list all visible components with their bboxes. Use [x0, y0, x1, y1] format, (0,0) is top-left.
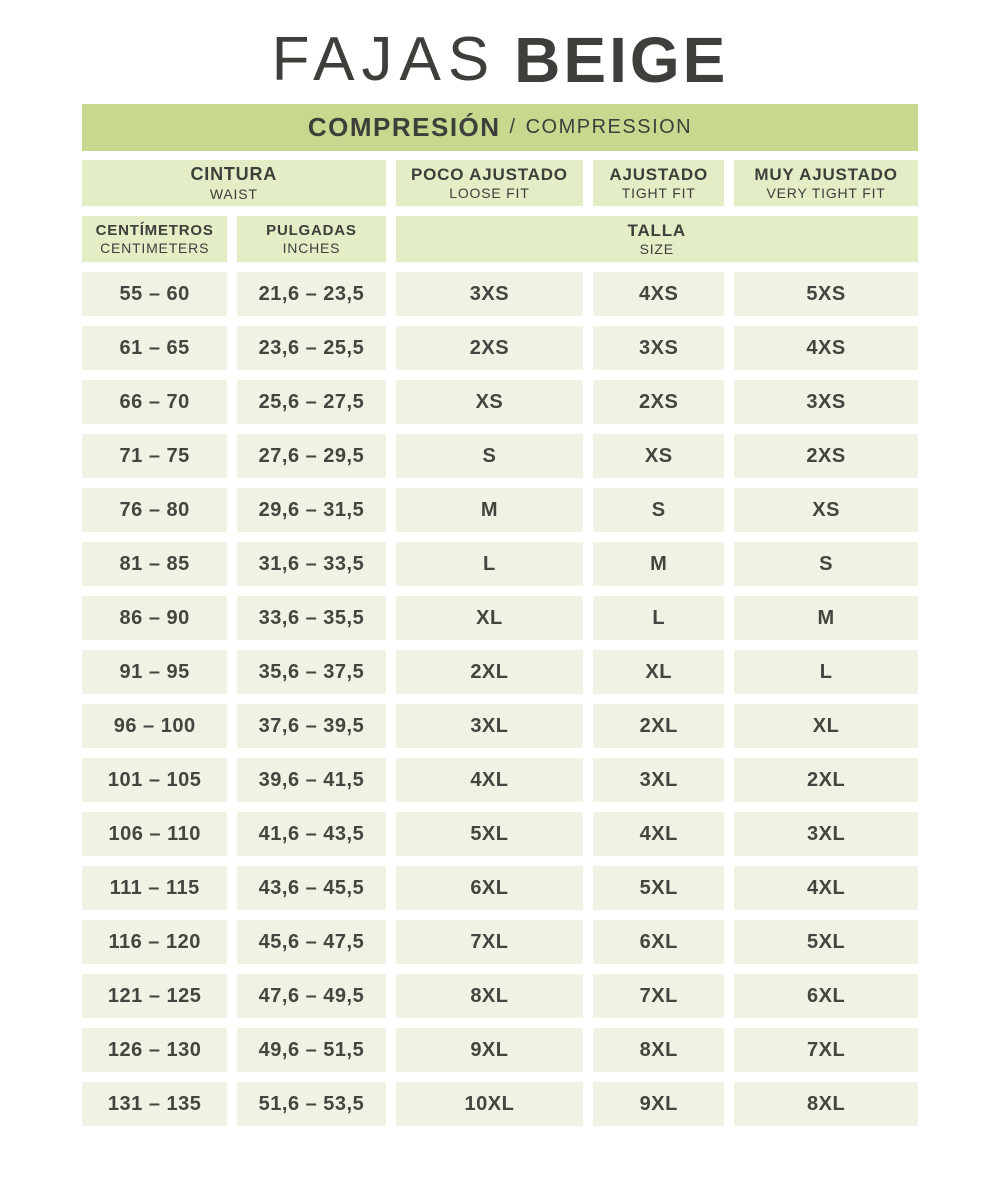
header-inches: [237, 216, 385, 262]
header-loose-fit: [396, 160, 584, 206]
header-centimeters-en: CENTIMETERS: [100, 239, 210, 256]
cell-very-tight-fit-size: 5XL: [734, 920, 918, 964]
header-tight-fit-en: TIGHT FIT: [621, 185, 696, 202]
cell-very-tight-fit-size: 4XS: [734, 326, 918, 370]
cell-tight-fit-size: 3XL: [593, 758, 724, 802]
cell-very-tight-fit-size: 8XL: [734, 1082, 918, 1126]
cell-inches-range: 47,6 – 49,5: [237, 974, 385, 1018]
cell-inches-range: 43,6 – 45,5: [237, 866, 385, 910]
cell-tight-fit-size: XL: [593, 650, 724, 694]
header-loose-fit-en: LOOSE FIT: [449, 185, 530, 202]
cell-loose-fit-size: XL: [396, 596, 584, 640]
cell-centimeters-range: 86 – 90: [82, 596, 227, 640]
cell-very-tight-fit-size: S: [734, 542, 918, 586]
cell-centimeters-range: 91 – 95: [82, 650, 227, 694]
band-divider: /: [509, 116, 517, 138]
cell-loose-fit-size: 6XL: [396, 866, 584, 910]
cell-very-tight-fit-size: 5XS: [734, 272, 918, 316]
cell-tight-fit-size: 7XL: [593, 974, 724, 1018]
cell-inches-range: 33,6 – 35,5: [237, 596, 385, 640]
cell-loose-fit-size: 10XL: [396, 1082, 584, 1126]
cell-tight-fit-size: 3XS: [593, 326, 724, 370]
cell-very-tight-fit-size: XL: [734, 704, 918, 748]
cell-tight-fit-size: L: [593, 596, 724, 640]
cell-loose-fit-size: M: [396, 488, 584, 532]
cell-inches-range: 29,6 – 31,5: [237, 488, 385, 532]
header-centimeters-es: CENTÍMETROS: [95, 221, 214, 239]
cell-very-tight-fit-size: 6XL: [734, 974, 918, 1018]
cell-centimeters-range: 111 – 115: [82, 866, 227, 910]
cell-loose-fit-size: 4XL: [396, 758, 584, 802]
cell-loose-fit-size: 9XL: [396, 1028, 584, 1072]
cell-tight-fit-size: 4XS: [593, 272, 724, 316]
header-very-tight-fit-en: VERY TIGHT FIT: [766, 185, 886, 202]
cell-inches-range: 49,6 – 51,5: [237, 1028, 385, 1072]
cell-inches-range: 45,6 – 47,5: [237, 920, 385, 964]
cell-loose-fit-size: 2XS: [396, 326, 584, 370]
cell-centimeters-range: 61 – 65: [82, 326, 227, 370]
cell-loose-fit-size: 2XL: [396, 650, 584, 694]
band-label-en: COMPRESSION: [525, 116, 693, 138]
cell-inches-range: 37,6 – 39,5: [237, 704, 385, 748]
cell-centimeters-range: 101 – 105: [82, 758, 227, 802]
cell-inches-range: 35,6 – 37,5: [237, 650, 385, 694]
cell-inches-range: 39,6 – 41,5: [237, 758, 385, 802]
header-centimeters: [82, 216, 227, 262]
cell-very-tight-fit-size: XS: [734, 488, 918, 532]
cell-loose-fit-size: L: [396, 542, 584, 586]
cell-inches-range: 27,6 – 29,5: [237, 434, 385, 478]
cell-very-tight-fit-size: 7XL: [734, 1028, 918, 1072]
cell-loose-fit-size: 3XS: [396, 272, 584, 316]
cell-tight-fit-size: 2XL: [593, 704, 724, 748]
cell-centimeters-range: 106 – 110: [82, 812, 227, 856]
cell-tight-fit-size: 9XL: [593, 1082, 724, 1126]
cell-inches-range: 41,6 – 43,5: [237, 812, 385, 856]
cell-very-tight-fit-size: L: [734, 650, 918, 694]
cell-centimeters-range: 116 – 120: [82, 920, 227, 964]
size-table: [82, 104, 918, 1126]
band-label-es: COMPRESIÓN: [307, 112, 501, 142]
header-inches-es: PULGADAS: [266, 221, 357, 239]
size-table-grid: [82, 160, 918, 1126]
cell-centimeters-range: 81 – 85: [82, 542, 227, 586]
header-inches-en: INCHES: [282, 239, 341, 256]
cell-centimeters-range: 131 – 135: [82, 1082, 227, 1126]
cell-tight-fit-size: 5XL: [593, 866, 724, 910]
cell-centimeters-range: 121 – 125: [82, 974, 227, 1018]
cell-very-tight-fit-size: 2XL: [734, 758, 918, 802]
cell-tight-fit-size: XS: [593, 434, 724, 478]
cell-loose-fit-size: 8XL: [396, 974, 584, 1018]
cell-inches-range: 23,6 – 25,5: [237, 326, 385, 370]
cell-tight-fit-size: 6XL: [593, 920, 724, 964]
header-very-tight-fit: [734, 160, 918, 206]
header-cintura-en: WAIST: [209, 185, 258, 202]
header-tight-fit-es: AJUSTADO: [609, 164, 709, 184]
cell-tight-fit-size: S: [593, 488, 724, 532]
cell-inches-range: 25,6 – 27,5: [237, 380, 385, 424]
header-size-es: TALLA: [627, 220, 686, 240]
cell-very-tight-fit-size: 2XS: [734, 434, 918, 478]
cell-very-tight-fit-size: 4XL: [734, 866, 918, 910]
header-cintura-es: CINTURA: [190, 164, 278, 185]
cell-centimeters-range: 55 – 60: [82, 272, 227, 316]
header-cintura: [82, 160, 386, 206]
compression-band: [82, 104, 918, 151]
cell-centimeters-range: 76 – 80: [82, 488, 227, 532]
title-word-fajas: FAJAS: [271, 25, 497, 94]
cell-loose-fit-size: XS: [396, 380, 584, 424]
cell-centimeters-range: 96 – 100: [82, 704, 227, 748]
cell-centimeters-range: 71 – 75: [82, 434, 227, 478]
cell-very-tight-fit-size: M: [734, 596, 918, 640]
header-size: [396, 216, 918, 262]
header-size-en: SIZE: [639, 241, 674, 258]
cell-very-tight-fit-size: 3XS: [734, 380, 918, 424]
title-word-beige: BEIGE: [514, 24, 729, 96]
cell-tight-fit-size: 2XS: [593, 380, 724, 424]
header-loose-fit-es: POCO AJUSTADO: [411, 164, 568, 184]
cell-loose-fit-size: 5XL: [396, 812, 584, 856]
cell-inches-range: 31,6 – 33,5: [237, 542, 385, 586]
cell-very-tight-fit-size: 3XL: [734, 812, 918, 856]
cell-tight-fit-size: 8XL: [593, 1028, 724, 1072]
cell-inches-range: 21,6 – 23,5: [237, 272, 385, 316]
cell-loose-fit-size: 7XL: [396, 920, 584, 964]
cell-loose-fit-size: S: [396, 434, 584, 478]
header-tight-fit: [593, 160, 724, 206]
cell-inches-range: 51,6 – 53,5: [237, 1082, 385, 1126]
cell-centimeters-range: 126 – 130: [82, 1028, 227, 1072]
cell-centimeters-range: 66 – 70: [82, 380, 227, 424]
cell-tight-fit-size: M: [593, 542, 724, 586]
page-title: [0, 0, 1000, 104]
cell-loose-fit-size: 3XL: [396, 704, 584, 748]
cell-tight-fit-size: 4XL: [593, 812, 724, 856]
header-very-tight-fit-es: MUY AJUSTADO: [754, 164, 898, 184]
